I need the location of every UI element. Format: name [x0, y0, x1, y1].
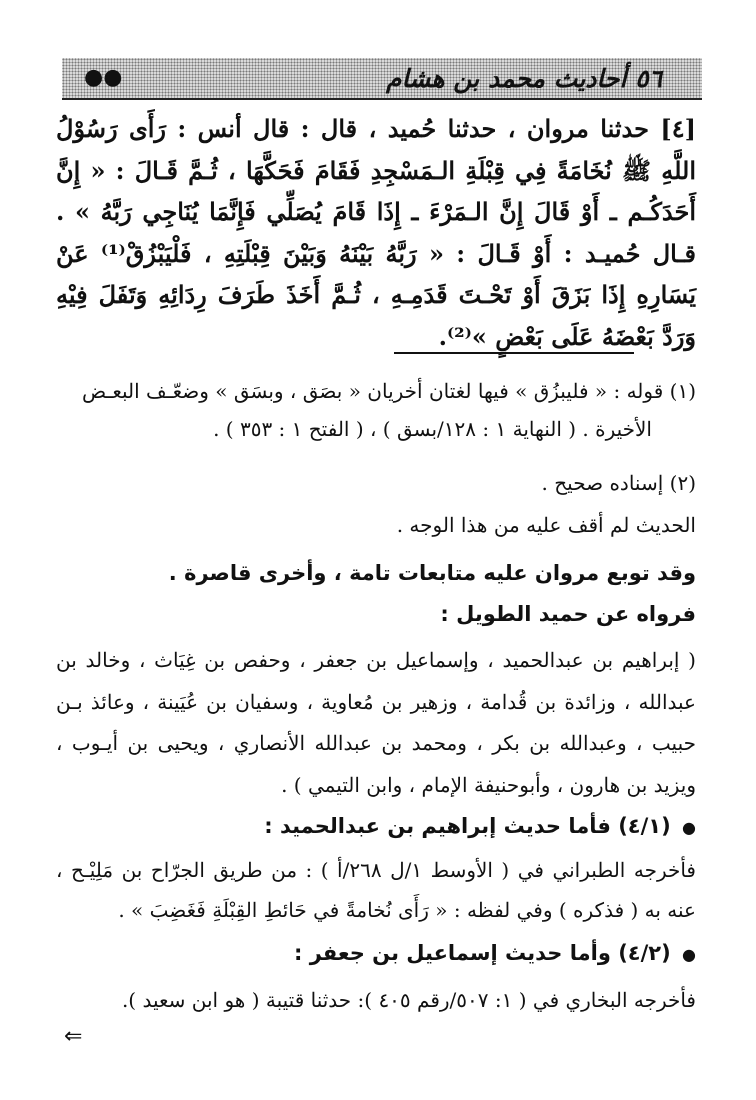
heading-follow-ups: وقد توبع مروان عليه متابعات تامة ، وأخرى قاصرة . [168, 561, 696, 585]
footnote-1-line-2: الأخيرة . ( النهاية ١ : ١٢٨/بسق ) ، ( الفتح ١ : ٣٥٣ ) . [213, 417, 652, 441]
section-2-text: فأخرجه البخاري في ( ١: ٥٠٧/رقم ٤٠٥ ): حدثنا قتيبة ( هو ابن سعيد ). [121, 988, 696, 1012]
author-note: الحديث لم أقف عليه من هذا الوجه . [396, 513, 696, 537]
section-1-heading-text: (٤/١) فأما حديث إبراهيم بن عبدالحميد : [264, 814, 671, 838]
heading-narrated-from-humaid: فرواه عن حميد الطويل : [440, 602, 696, 626]
footnote-2: (٢) إسناده صحيح . [541, 471, 696, 495]
bullet-icon: ● [682, 945, 696, 964]
hadith-body: حدثنا مروان ، حدثنا حُميد ، قال : قال أنس : رَأَى رَسُوْلُ اللَّهِ ﷺ نُخَامَةً فِي قِبْلَةِ الـمَسْجِدِ فَقَامَ فَحَكَّهَا ، ثُـمَّ قَـالَ : « إِنَّ أَحَدَكُـم ـ أَوْ قَالَ إِنَّ الـمَرْءَ ـ إِذَا قَامَ يُصَلِّي فَإِنَّمَا يُنَاجِي رَبَّهُ » . قـال حُميـد : أَوْ قَـالَ : « رَبَّهُ بَيْنَهُ وَبَيْنَ قِبْلَتِهِ ، فَلْيَبْزُقْ⁽¹⁾ عَنْ يَسَارِهِ إِذَا بَزَقَ أَوْ تَحْـتَ قَدَمِـهِ ، ثُـمَّ أَخَذَ طَرَفَ رِدَائِهِ وَتَفَلَ فِيْهِ وَرَدَّ بَعْضَهُ عَلَى بَعْضٍ »⁽²⁾. [56, 114, 697, 351]
narrators-list: ( إبراهيم بن عبدالحميد ، وإسماعيل بن جعفر ، وحفص بن غِيَاث ، وخالد بن عبدالله ، وزائدة بن قُدامة ، وزهير بن مُعاوية ، وسفيان بن عُيَينة ، وعائذ بـن حبيب ، وعبدالله بن بكر ، ومحمد بن عبدالله الأنصاري ، ويحيى بن أيـوب ، ويزيد بن هارون ، وأبوحنيفة الإمام ، وابن التيمي ) . [56, 648, 696, 797]
next-page-arrow-icon[interactable]: ⇐ [64, 1024, 83, 1049]
header-ornament-icon: ●● [84, 65, 123, 90]
section-2-heading [56, 935, 696, 973]
bullet-icon: ● [682, 818, 696, 837]
hadith-text [56, 108, 696, 357]
section-1-heading [56, 808, 696, 846]
header-title: ٥٦ أحاديث محمد بن هشام [385, 64, 662, 93]
section-1-text: فأخرجه الطبراني في ( الأوسط ١/ل ٢٦٨/أ ) : من طريق الجرّاح بن مَلِيْـح ، عنه به ( فذكره ) وفي لفظه : « رَأَى نُخامةً في حَائطِ القِبْلَةِ فَغَضِبَ » . [56, 858, 696, 922]
footnote-1 [56, 372, 696, 448]
hadith-number: [٤] [660, 114, 697, 143]
page-header [62, 58, 702, 100]
footnote-1-line-1: (١) قوله : « فليبزُق » فيها لغتان أخريان « بصَق ، وبسَق » وضعّـف البعـض [81, 379, 696, 403]
footnote-divider [394, 352, 634, 354]
section-2-heading-text: (٤/٢) وأما حديث إسماعيل بن جعفر : [293, 941, 671, 965]
